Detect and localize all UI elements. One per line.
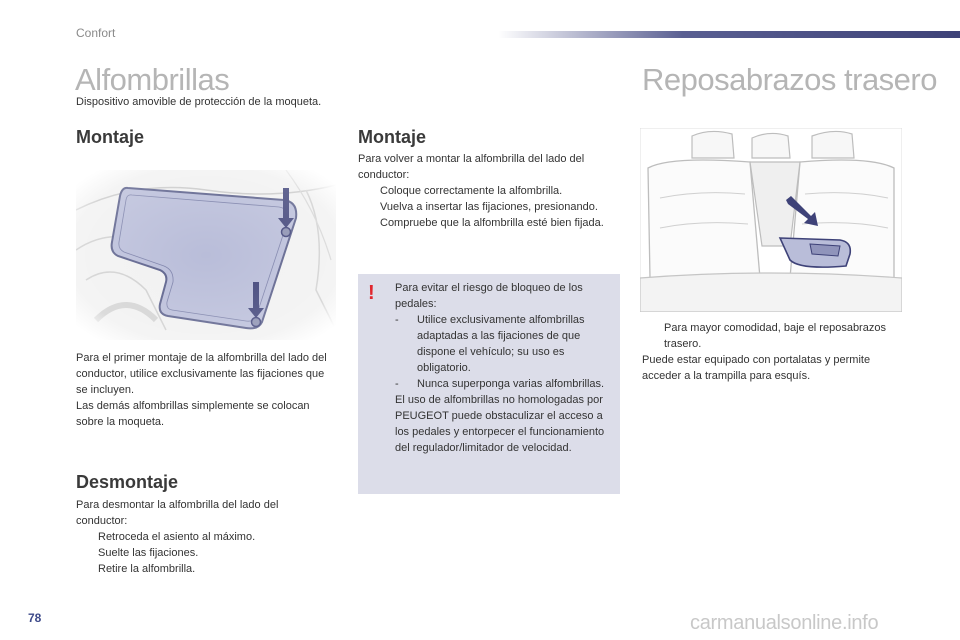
- desmontaje-text: [76, 497, 331, 577]
- list-item: Suelte las fijaciones.: [98, 547, 199, 559]
- list-item: Compruebe que la alfombrilla esté bien fijada.: [380, 217, 604, 229]
- list-item: Retire la alfombrilla.: [98, 563, 196, 575]
- montaje-steps: [358, 183, 620, 231]
- montaje-heading-middle: Montaje: [358, 127, 427, 147]
- rear-armrest-illustration: [640, 128, 902, 312]
- list-item: - Utilice exclusivamente alfombrillas adaptadas a las fijaciones de que dispone el vehículo; su uso es obligatorio.: [395, 314, 585, 374]
- montaje-heading-left: Montaje: [76, 127, 145, 147]
- montaje-text-left: [76, 350, 331, 430]
- list-item: Para mayor comodidad, baje el reposabrazos trasero.: [664, 322, 886, 350]
- reposabrazos-text: [642, 320, 904, 384]
- list-item: Retroceda el asiento al máximo.: [98, 531, 256, 543]
- list-item: Coloque correctamente la alfombrilla.: [380, 185, 563, 197]
- warning-items: [395, 312, 610, 392]
- page-number: 78: [28, 611, 42, 625]
- section-label: Confort: [76, 26, 116, 40]
- montaje-intro: Para volver a montar la alfombrilla del lado del conductor:: [358, 153, 585, 181]
- alfombrillas-subtitle: Dispositivo amovible de protección de la moqueta.: [76, 96, 322, 108]
- warning-intro: Para evitar el riesgo de bloqueo de los pedales:: [395, 282, 583, 310]
- list-item: - Nunca superponga varias alfombrillas.: [395, 378, 605, 390]
- header-bar: [498, 31, 960, 38]
- alfombrillas-title: Alfombrillas: [75, 62, 230, 97]
- desmontaje-steps: [76, 529, 331, 577]
- warning-box: [358, 274, 620, 494]
- warning-outro: El uso de alfombrillas no homologadas por PEUGEOT puede obstaculizar el acceso a los pedales y entorpecer el funcionamiento del regulador/limitador de velocidad.: [395, 394, 605, 454]
- floor-mat-illustration: [76, 170, 336, 340]
- montaje-paragraph-1: Para el primer montaje de la alfombrilla del lado del conductor, utilice exclusivamente las fijaciones que se incluyen.: [76, 352, 327, 396]
- desmontaje-heading: Desmontaje: [76, 472, 179, 492]
- montaje-text-middle: [358, 151, 620, 231]
- desmontaje-intro: Para desmontar la alfombrilla del lado del conductor:: [76, 499, 279, 527]
- warning-icon: !: [368, 282, 375, 304]
- list-item: Vuelva a insertar las fijaciones, presionando.: [380, 201, 598, 213]
- watermark: carmanualsonline.info: [690, 612, 879, 634]
- reposabrazos-steps: [642, 320, 904, 352]
- warning-text: [395, 280, 610, 456]
- reposabrazos-title: Reposabrazos trasero: [642, 62, 937, 97]
- reposabrazos-note: Puede estar equipado con portalatas y permite acceder a la trampilla para esquís.: [642, 354, 871, 382]
- montaje-paragraph-2: Las demás alfombrillas simplemente se colocan sobre la moqueta.: [76, 400, 310, 428]
